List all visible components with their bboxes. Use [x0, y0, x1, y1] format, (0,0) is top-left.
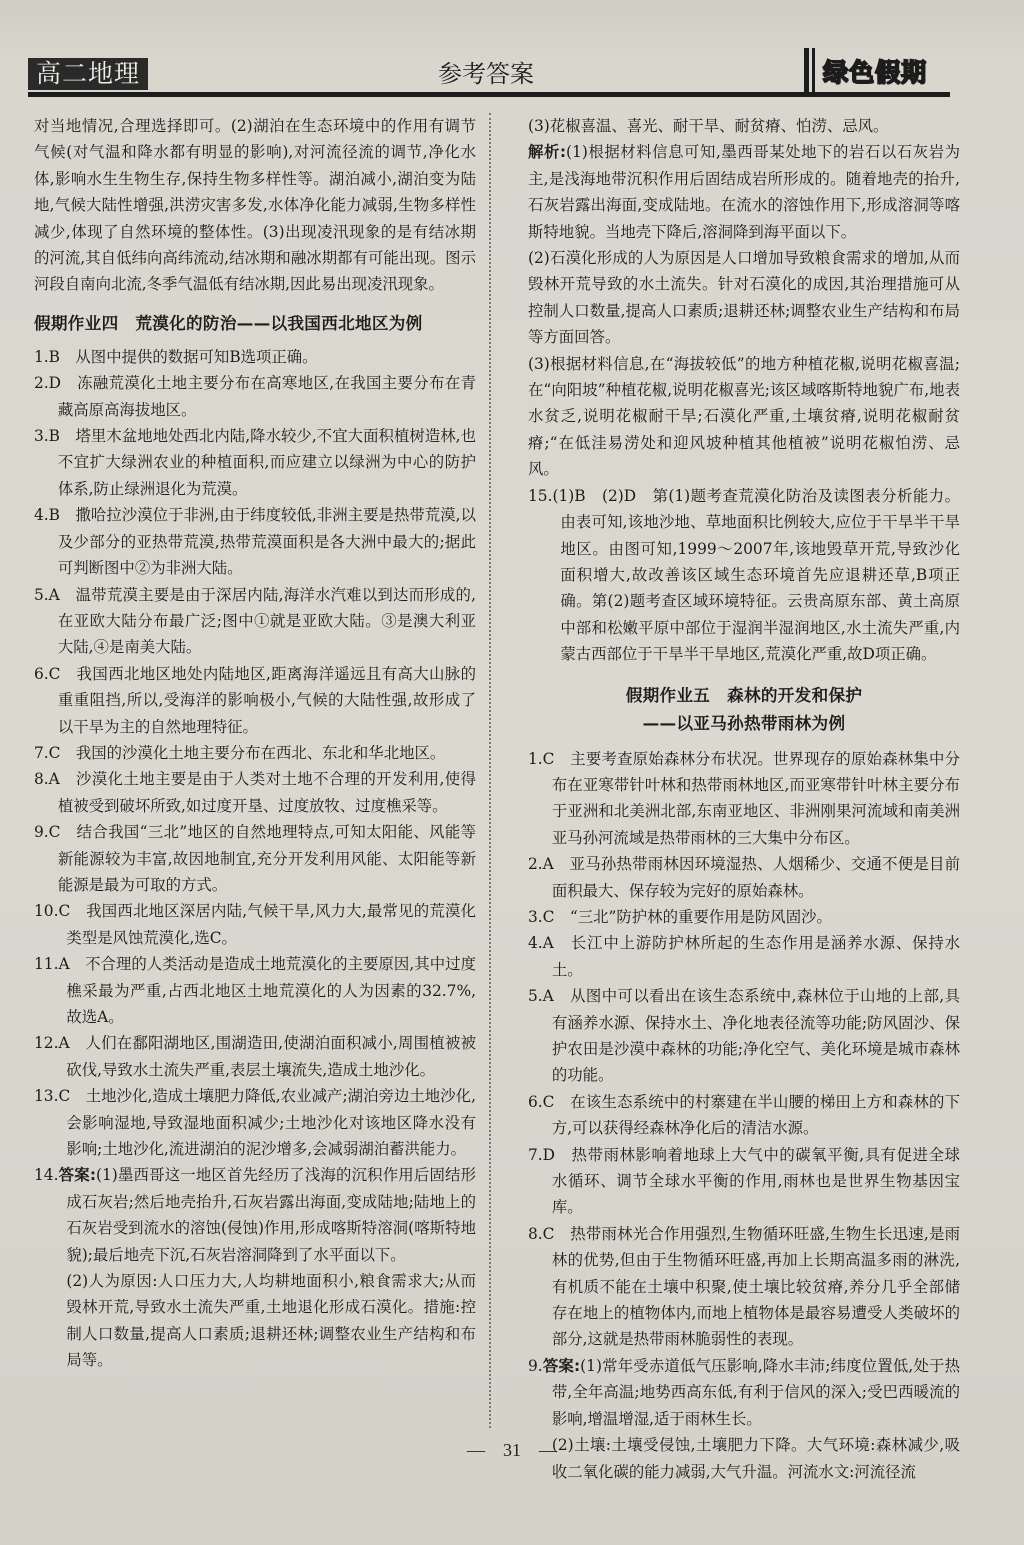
answer-item: 4.A 长江中上游防护林所起的生态作用是涵养水源、保持水土。 [528, 934, 960, 979]
answer-item: 8.A 沙漠化土地主要是由于人类对土地不合理的开发利用,使得植被受到破坏所致,如过度开垦、过度放牧、过度樵采等。 [34, 770, 476, 815]
answer-item: 10.C 我国西北地区深居内陆,气候干旱,风力大,最常见的荒漠化类型是风蚀荒漠化,选C。 [34, 902, 476, 947]
answer-item: 5.A 温带荒漠主要是由于深居内陆,海洋水汽难以到达而形成的,在亚欧大陆分布最广泛;图中①就是亚欧大陆。③是澳大利亚大陆,④是南美大陆。 [34, 585, 476, 657]
answer-item-14: 14.答案:(1)墨西哥这一地区首先经历了浅海的沉积作用后固结形成石灰岩;然后地壳抬升,石灰岩露出海面,变成陆地;陆地上的石灰岩受到流水的溶蚀(侵蚀)作用,形成喀斯特溶洞(喀斯特地貌);最后地壳下沉,石灰岩溶洞降到了水平面以下。 [34, 1166, 476, 1264]
section-title-4: 假期作业四 荒漠化的防治——以我国西北地区为例 [34, 313, 423, 333]
answer-item: 6.C 我国西北地区地处内陆地区,距离海洋遥远且有高大山脉的重重阻挡,所以,受海洋的影响极小,气候的大陆性强,故形成了以干旱为主的自然地理特征。 [34, 664, 476, 736]
analysis-label: 解析: [528, 143, 567, 162]
answer-item: 8.C 热带雨林光合作用强烈,生物循环旺盛,生物生长迅速,是雨林的优势,但由于生物循环旺盛,再加上长期高温多雨的淋洗,有机质不能在土壤中积聚,使土壤比较贫瘠,养分几乎全部储存在地上的植物体内,而地上植物体是最容易遭受人类破坏的部分,这就是热带雨林脆弱性的表现。 [528, 1224, 960, 1349]
answer-item: 13.C 土地沙化,造成土壤肥力降低,农业减产;湖泊旁边土地沙化,会影响湿地,导致湿地面积减少;土地沙化对该地区降水没有影响;土地沙化,流进湖泊的泥沙增多,会减弱湖泊蓄洪能力。 [34, 1087, 476, 1159]
intro-paragraph: 对当地情况,合理选择即可。(2)湖泊在生态环境中的作用有调节气候(对气温和降水都有明显的影响),对河流径流的调节,净化水体,影响水生生物生存,保持生物多样性等。湖泊减小,湖泊变为陆地,气候大陆性增强,洪涝灾害多发,水体净化能力减弱,生物多样性减少,体现了自然环境的整体性。(3)出现凌汛现象的是有结冰期的河流,其自低纬向高纬流动,结冰期和融冰期都有可能出现。图示河段自南向北流,冬季气温低有结冰期,因此易出现凌汛现象。 [34, 117, 476, 294]
section-title-5 [528, 682, 960, 738]
header-rule [28, 92, 818, 97]
brand-logo: 绿色假期 [823, 58, 928, 87]
page-number: — 31 — [467, 1440, 557, 1460]
answer-label: 答案: [542, 1356, 581, 1375]
analysis-1: 解析:(1)根据材料信息可知,墨西哥某处地下的岩石以石灰岩为主,是浅海地带沉积作用后固结成岩所形成的。随着地壳的抬升,石灰岩露出海面,变成陆地。在流水的溶蚀作用下,形成溶洞等喀斯特地貌。当地壳下降后,溶洞降到海平面以下。 [528, 143, 960, 241]
answer-item-9: 9.答案:(1)常年受赤道低气压影响,降水丰沛;纬度位置低,处于热带,全年高温;地势西高东低,有利于信风的深入;受巴西暖流的影响,增温增湿,适于雨林生长。 [528, 1356, 961, 1428]
left-column [34, 113, 476, 1374]
answer-label: 答案: [58, 1166, 96, 1185]
answer-item: 4.B 撒哈拉沙漠位于非洲,由于纬度较低,非洲主要是热带荒漠,以及少部分的亚热带荒漠,热带荒漠面积是各大洲中最大的;据此可判断图中②为非洲大陆。 [34, 506, 476, 578]
answer-item: 5.A 从图中可以看出在该生态系统中,森林位于山地的上部,具有涵养水源、保持水土、净化地表径流等功能;防风固沙、保护农田是沙漠中森林的功能;净化空气、美化环境是城市森林的功能。 [528, 987, 960, 1085]
answer-item-15: 15.(1)B (2)D 第(1)题考查荒漠化防治及读图表分析能力。由表可知,该地沙地、草地面积比例较大,应位于干旱半干旱地区。由图可知,1999～2007年,该地毁草开荒,导致沙化面积增大,故改善该区域生态环境首先应退耕还草,B项正确。第(2)题考查区域环境特征。云贵高原东部、黄土高原中部和松嫩平原中部位于湿润半湿润地区,水土流失严重,内蒙古西部位于干旱半干旱地区,荒漠化严重,故D项正确。 [528, 486, 960, 664]
header-vertical-bar [804, 48, 809, 97]
answer-item: 12.A 人们在鄱阳湖地区,围湖造田,使湖泊面积减小,周围植被被砍伐,导致水土流失严重,表层土壤流失,造成土地沙化。 [34, 1034, 476, 1079]
answer-item-14-part2: (2)人为原因:人口压力大,人均耕地面积小,粮食需求大;从而毁林开荒,导致水土流失严重,土地退化形成石漠化。措施:控制人口数量,提高人口素质;退耕还林;调整农业生产结构和布局等。 [66, 1272, 476, 1370]
answer-item: 9.C 结合我国“三北”地区的自然地理特点,可知太阳能、风能等新能源较为丰富,故因地制宜,充分开发利用风能、太阳能等新能源是最为可取的方式。 [34, 823, 476, 894]
answer-item-9-part2: (2)土壤:土壤受侵蚀,土壤肥力下降。大气环境:森林减少,吸收二氧化碳的能力减弱,大气升温。河流水文:河流径流 [551, 1436, 960, 1481]
subject-label: 高二地理 [28, 58, 148, 90]
answer-item: 2.A 亚马孙热带雨林因环境湿热、人烟稀少、交通不便是目前面积最大、保存较为完好的原始森林。 [528, 855, 960, 900]
answer-item: 2.D 冻融荒漠化土地主要分布在高寒地区,在我国主要分布在青藏高原高海拔地区。 [34, 374, 476, 419]
answer-item: 3.B 塔里木盆地地处西北内陆,降水较少,不宜大面积植树造林,也不宜扩大绿洲农业的种植面积,而应建立以绿洲为中心的防护体系,防止绿洲退化为荒漠。 [34, 427, 476, 498]
answer-item: 1.C 主要考查原始森林分布状况。世界现存的原始森林集中分布在亚寒带针叶林和热带雨林地区,而亚寒带针叶林主要分布于亚洲和北美洲北部,东南亚地区、非洲刚果河流域和南美洲亚马孙河流域是热带雨林的三大集中分布区。 [528, 749, 960, 847]
page-title: 参考答案 [438, 60, 534, 88]
answer-item: 7.D 热带雨林影响着地球上大气中的碳氧平衡,具有促进全球水循环、调节全球水平衡的作用,雨林也是世界生物基因宝库。 [528, 1145, 960, 1217]
answer-item: 1.B 从图中提供的数据可知B选项正确。 [34, 347, 318, 366]
analysis-2: (2)石漠化形成的人为原因是人口增加导致粮食需求的增加,从而毁林开荒导致的水土流失。针对石漠化的成因,其治理措施可从控制人口数量,提高人口素质;退耕还林;调整农业生产结构和布局等方面回答。 [528, 249, 960, 347]
page-header [28, 54, 958, 96]
answer-item: 3.C “三北”防护林的重要作用是防风固沙。 [528, 907, 832, 926]
answer-item: 6.C 在该生态系统中的村寨建在半山腰的梯田上方和森林的下方,可以获得经森林净化后的清洁水源。 [528, 1092, 960, 1138]
right-column [528, 113, 960, 1485]
analysis-3: (3)根据材料信息,在“海拔较低”的地方种植花椒,说明花椒喜温;在“向阳坡”种植花椒,说明花椒喜光;该区域喀斯特地貌广布,地表水贫乏,说明花椒耐干旱;石漠化严重,土壤贫瘠,说明花椒耐贫瘠;“在低洼易涝处和迎风坡种植其他植被”说明花椒怕涝、忌风。 [528, 354, 960, 479]
answer-item: 7.C 我国的沙漠化土地主要分布在西北、东北和华北地区。 [34, 743, 446, 762]
section-title-5-line2: ——以亚马孙热带雨林为例 [642, 713, 846, 733]
header-vertical-bar [812, 48, 815, 97]
section-title-5-line1: 假期作业五 森林的开发和保护 [625, 685, 863, 705]
header-rule [818, 92, 950, 97]
answer-item-14-part3: (3)花椒喜温、喜光、耐干旱、耐贫瘠、怕涝、忌风。 [528, 117, 889, 135]
answer-item: 11.A 不合理的人类活动是造成土地荒漠化的主要原因,其中过度樵采最为严重,占西北地区土地荒漠化的人为因素的32.7%,故选A。 [34, 955, 476, 1026]
column-divider [489, 113, 491, 1428]
